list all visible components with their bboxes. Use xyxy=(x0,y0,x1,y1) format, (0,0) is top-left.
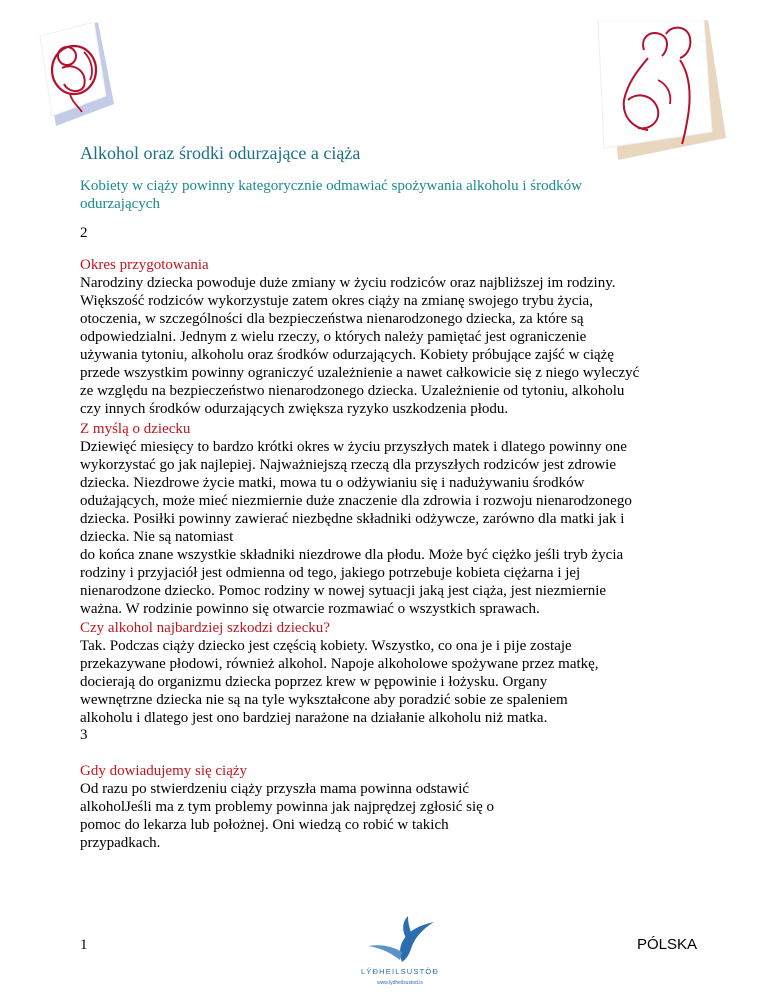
section-gdy-dowiadujemy xyxy=(80,762,695,852)
section-heading: Z myślą o dziecku xyxy=(80,421,191,437)
section-heading: Gdy dowiadujemy się ciąży xyxy=(80,763,248,779)
section-heading: Okres przygotowania xyxy=(80,257,209,273)
section-text: Narodziny dziecka powoduje duże zmiany w życiu rodziców oraz najbliższej im rodziny. Większość rodziców wykorzystuje zatem okres ciąży na zmianę swojego trybu życia, otoczenia, w szczególności dla bezpieczeństwa nienarodzonego dziecka, za które są odpowiedzialni. Jednym z wielu rzeczy, o których należy pamiętać jest ograniczenie używania tytoniu, alkoholu oraz środków odurzających. Kobiety próbujące zajść w ciążę przede wszystkim powinny ograniczyć uzależnienie a nawet całkowicie się z niego wyleczyć ze względu na bezpieczeństwo nienarodzonego dziecka. Uzależnienie od tytoniu, alkoholu czy innych środków odurzających zwiększa ryzyko uszkodzenia płodu. xyxy=(80,275,640,417)
section-text: Tak. Podczas ciąży dziecko jest częścią kobiety. Wszystko, co ona je i pije zostaje przekazywane płodowi, również alkohol. Napoje alkoholowe spożywane przez matkę, docierają do organizmu dziecka poprzez krew w pępowinie i łożysku. Organy wewnętrzne dziecka nie są na tyle wykształcone aby poradzić sobie ze spaleniem alkoholu i dlatego jest ono bardziej narażone na działanie alkoholu niż matka. xyxy=(80,638,599,726)
section-heading: Czy alkohol najbardziej szkodzi dziecku? xyxy=(80,620,330,636)
fetus-illustration xyxy=(34,22,114,126)
section-okres-przygotowania xyxy=(80,256,695,418)
section-text: Od razu po stwierdzeniu ciąży przyszła mama powinna odstawić alkoholJeśli ma z tym problemy powinna jak najprędzej zgłosić się o pomoc do lekarza lub położnej. Oni wiedzą co robić w takich przypadkach. xyxy=(80,781,495,851)
document-title: Alkohol oraz środki odurzające a ciąża xyxy=(80,143,361,163)
couple-illustration xyxy=(588,20,726,160)
logo-url: www.lydheilsustod.is xyxy=(377,980,423,986)
page-number: 1 xyxy=(80,937,88,953)
country-label: PÓLSKA xyxy=(637,936,698,953)
section-z-mysla-o-dziecku xyxy=(80,420,695,618)
lydheilsustod-logo xyxy=(352,912,448,990)
logo-wordmark: LÝÐHEILSUSTÖÐ xyxy=(360,967,440,976)
page-marker: 2 xyxy=(80,225,88,241)
document-subtitle: Kobiety w ciąży powinny kategorycznie odmawiać spożywania alkoholu i środków odurzających xyxy=(80,178,582,212)
section-text: Dziewięć miesięcy to bardzo krótki okres w życiu przyszłych matek i dlatego powinny one wykorzystać go jak najlepiej. Najważniejszą rzeczą dla przyszłych rodziców jest zdrowie dziecka. Niezdrowe życie matki, mowa tu o odżywianiu się i nadużywaniu środków odużających, może mieć niezmiernie duże znaczenie dla zdrowia i rozwoju nienarodzonego dziecka. Posiłki powinny zawierać niezbędne składniki odżywcze, zarówno dla matki jak i dziecka. Nie są natomiast do końca znane wszystkie składniki niezdrowe dla płodu. Może być ciężko jeśli tryb życia rodziny i przyjaciół jest odmienna od tego, jakiego potrzebuje kobieta ciężarna i jej nienarodzone dziecko. Pomoc rodziny w nowej sytuacji jaką jest ciąża, jest niezmiernie ważna. W rodzinie powinno się otwarcie rozmawiać o wszystkich sprawach. xyxy=(80,439,632,617)
page-marker: 3 xyxy=(80,727,88,743)
section-czy-alkohol xyxy=(80,619,695,727)
bird-logo-icon xyxy=(352,912,448,968)
